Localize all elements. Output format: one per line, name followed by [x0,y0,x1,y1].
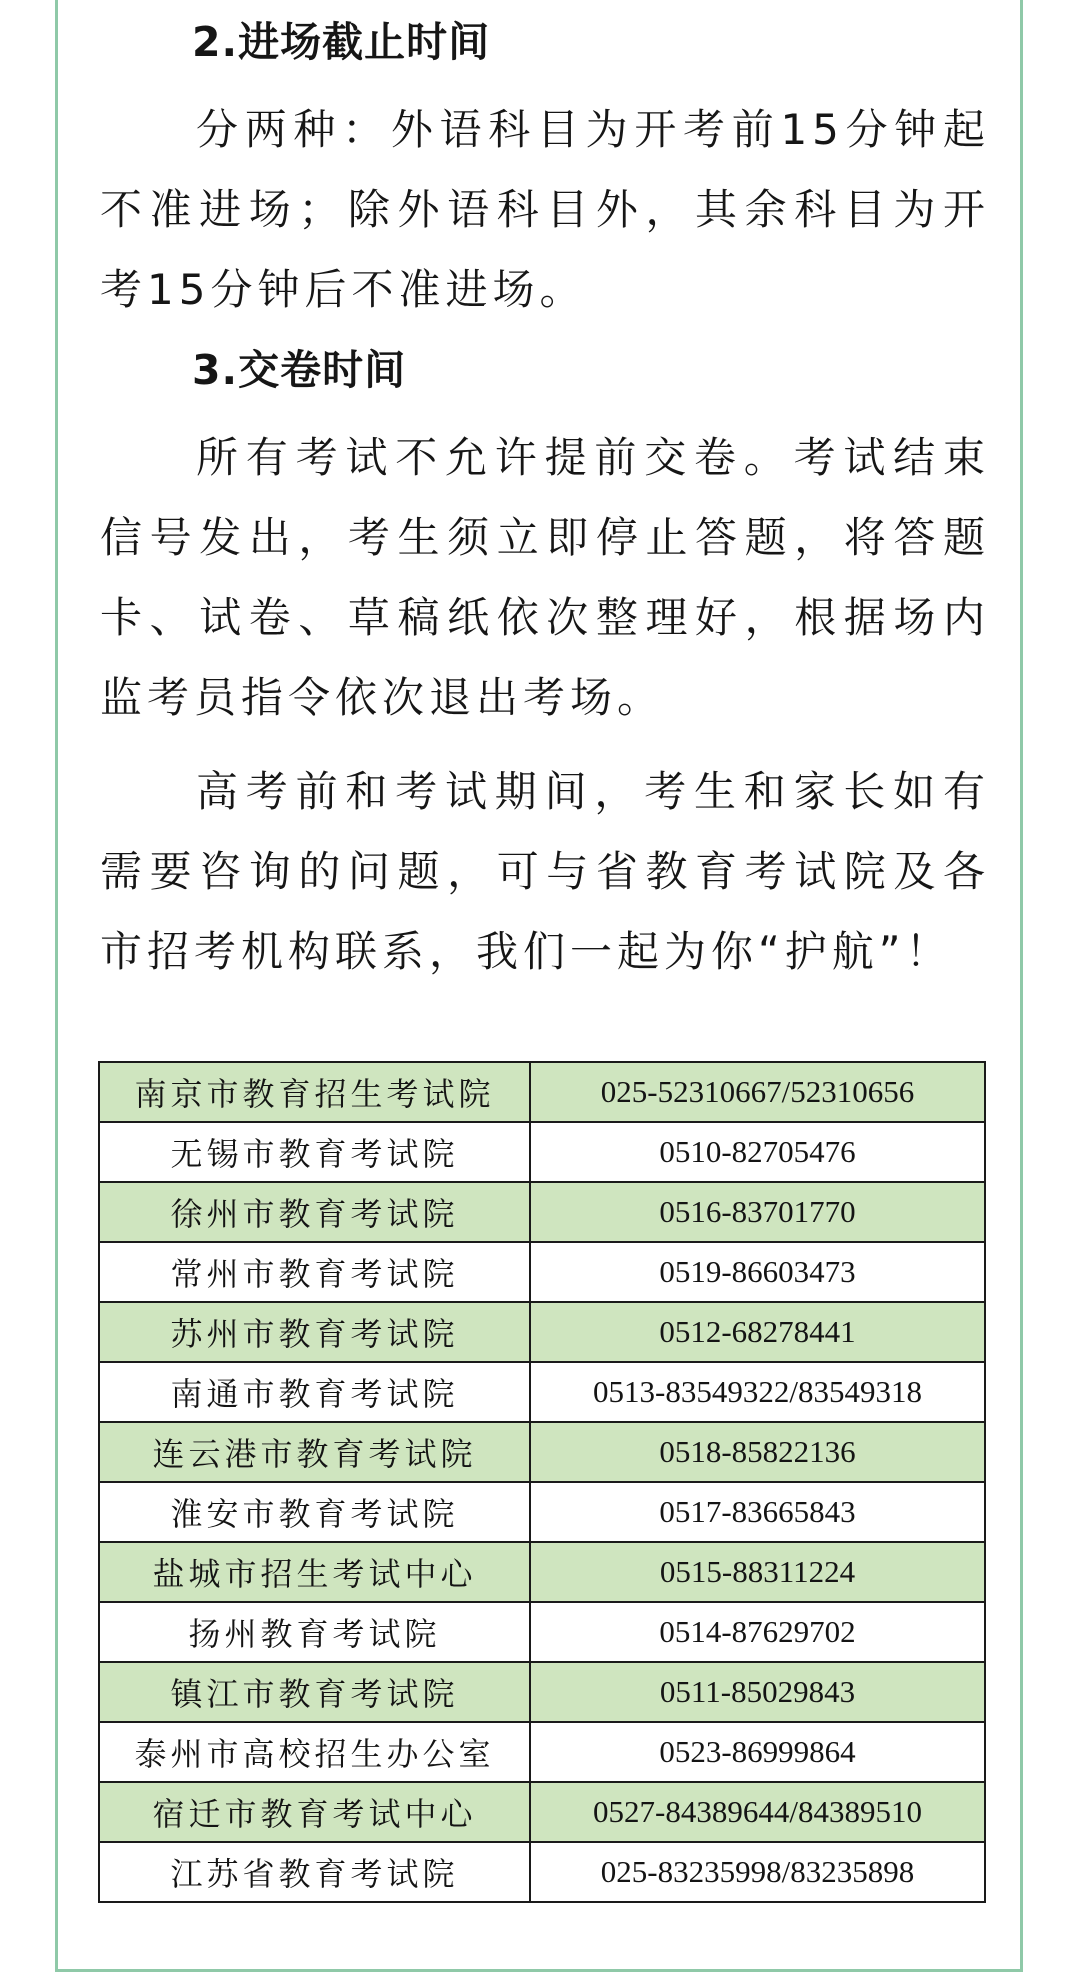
institution-name-cell: 无锡市教育考试院 [99,1122,530,1182]
institution-name-cell: 连云港市教育考试院 [99,1422,530,1482]
table-row [99,1182,985,1242]
table-row [99,1482,985,1542]
section-2-heading: 2.进场截止时间 [192,18,491,66]
institution-name-cell: 南通市教育考试院 [99,1362,530,1422]
section-3-paragraph: 所有考试不允许提前交卷。考试结束信号发出，考生须立即停止答题，将答题卡、试卷、草稿纸依次整理好，根据场内监考员指令依次退出考场。 [100,433,990,722]
phone-number-cell: 0527-84389644/84389510 [530,1782,985,1842]
article-content [100,0,990,992]
phone-number-cell: 0512-68278441 [530,1302,985,1362]
institution-name-cell: 宿迁市教育考试中心 [99,1782,530,1842]
phone-number-cell: 0514-87629702 [530,1602,985,1662]
table-row [99,1602,985,1662]
closing-paragraph: 高考前和考试期间，考生和家长如有需要咨询的问题，可与省教育考试院及各市招考机构联系，我们一起为你“护航”！ [100,767,990,976]
phone-number-cell: 0513-83549322/83549318 [530,1362,985,1422]
table-row [99,1062,985,1122]
table-row [99,1782,985,1842]
institution-name-cell: 苏州市教育考试院 [99,1302,530,1362]
phone-number-cell: 025-52310667/52310656 [530,1062,985,1122]
table-row [99,1122,985,1182]
table-row [99,1362,985,1422]
phone-number-cell: 0519-86603473 [530,1242,985,1302]
section-3-heading: 3.交卷时间 [192,346,407,394]
institution-name-cell: 淮安市教育考试院 [99,1482,530,1542]
phone-number-cell: 0511-85029843 [530,1662,985,1722]
contact-table [98,1061,986,1903]
phone-number-cell: 0517-83665843 [530,1482,985,1542]
institution-name-cell: 徐州市教育考试院 [99,1182,530,1242]
phone-number-cell: 0515-88311224 [530,1542,985,1602]
institution-name-cell: 镇江市教育考试院 [99,1662,530,1722]
institution-name-cell: 扬州教育考试院 [99,1602,530,1662]
phone-number-cell: 025-83235998/83235898 [530,1842,985,1902]
table-row [99,1542,985,1602]
table-row [99,1722,985,1782]
institution-name-cell: 盐城市招生考试中心 [99,1542,530,1602]
table-row [99,1662,985,1722]
institution-name-cell: 江苏省教育考试院 [99,1842,530,1902]
institution-name-cell: 常州市教育考试院 [99,1242,530,1302]
phone-number-cell: 0518-85822136 [530,1422,985,1482]
institution-name-cell: 南京市教育招生考试院 [99,1062,530,1122]
phone-number-cell: 0523-86999864 [530,1722,985,1782]
table-row [99,1842,985,1902]
table-row [99,1242,985,1302]
phone-number-cell: 0510-82705476 [530,1122,985,1182]
section-2-paragraph: 分两种：外语科目为开考前15分钟起不准进场；除外语科目外，其余科目为开考15分钟后不准进场。 [100,105,990,314]
table-row [99,1422,985,1482]
table-row [99,1302,985,1362]
contact-table-body [99,1062,985,1902]
phone-number-cell: 0516-83701770 [530,1182,985,1242]
institution-name-cell: 泰州市高校招生办公室 [99,1722,530,1782]
